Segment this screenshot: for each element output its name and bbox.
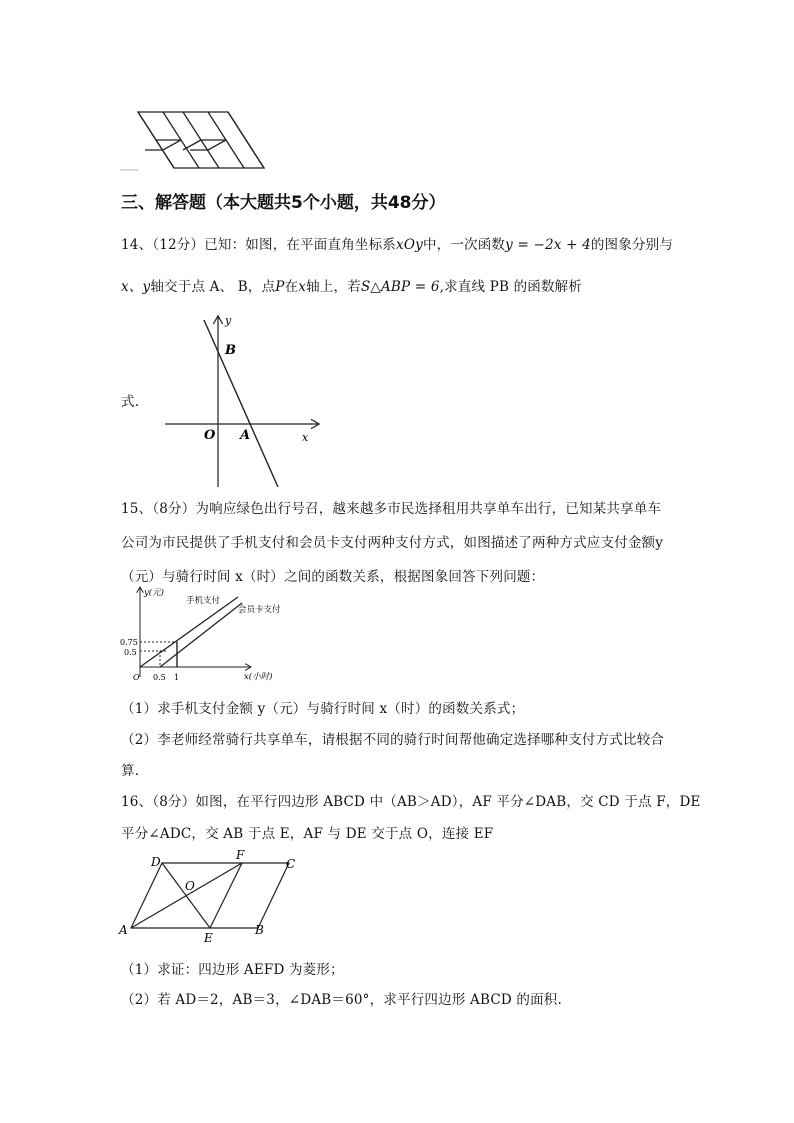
- q14-line2-end: ,求直线 PB 的函数解析: [439, 279, 583, 295]
- q15-x-label: x(小时): [244, 672, 273, 682]
- q15-line-phone: [140, 597, 238, 667]
- q14-line1: [121, 233, 673, 253]
- q14-label-B: B: [225, 343, 236, 358]
- q14-line2-start: x、y: [121, 279, 151, 295]
- q15-part2-b: 算.: [121, 763, 140, 779]
- q16-parallelogram-figure: [115, 846, 305, 946]
- q16-label-E: E: [204, 931, 213, 945]
- q16-part1: （1）求证：四边形 AEFD 为菱形；: [121, 962, 344, 978]
- q14-coord-sys: xOy: [396, 237, 423, 253]
- q14-line3: 式.: [121, 394, 140, 410]
- q14-label-A: A: [240, 428, 251, 443]
- q15-series-card: 会员卡支付: [238, 605, 281, 615]
- q14-point-p: P: [275, 279, 285, 295]
- q14-label-y: y: [225, 314, 232, 327]
- q16-label-F: F: [236, 848, 245, 862]
- q16-label-A: A: [119, 923, 128, 937]
- q15-line3: （元）与骑行时间 x（时）之间的函数关系，根据图象回答下列问题：: [121, 569, 545, 585]
- q14-mid1: 中，一次函数: [422, 237, 506, 253]
- q15-series-phone: 手机支付: [186, 596, 221, 606]
- q15-tick-075: 0.75: [120, 638, 138, 647]
- q14-coordinate-figure: [160, 312, 330, 492]
- q15-tick-05: 0.5: [124, 648, 137, 657]
- q15-tick-x1: 1: [174, 673, 180, 682]
- q14-line-ab: [204, 320, 278, 487]
- section-heading: 三、解答题（本大题共5个小题，共48分）: [121, 193, 446, 213]
- q14-prefix: 14、（12分）已知：如图，在平面直角坐标系: [121, 237, 397, 253]
- q14-line2-c: 轴上，若: [306, 279, 361, 295]
- q15-payment-graph: [120, 585, 290, 690]
- q14-line2-a: 轴交于点 A、 B，点: [150, 279, 276, 295]
- q15-tick-x05: 0.5: [153, 673, 166, 682]
- q14-func: y = −2x + 4: [505, 237, 591, 253]
- q16-segment-DE: [162, 863, 210, 928]
- q14-axis-x: x: [298, 279, 307, 295]
- q16-label-B: B: [255, 923, 264, 937]
- q16-label-C: C: [286, 857, 296, 871]
- q14-mid2: 的图象分别与: [590, 237, 674, 253]
- q15-y-label: y(元): [144, 588, 164, 598]
- q16-line2: 平分∠ADC，交 AB 于点 E，AF 与 DE 交于点 O，连接 EF: [121, 826, 494, 842]
- q14-label-x: x: [302, 431, 309, 444]
- q15-line-card: [160, 603, 242, 667]
- q15-tick-O: O: [133, 673, 140, 682]
- q16-label-D: D: [151, 855, 161, 869]
- q16-parallelogram: [131, 863, 289, 928]
- q15-part2-a: （2）李老师经常骑行共享单车，请根据不同的骑行时间帮他确定选择哪种支付方式比较合: [121, 732, 665, 748]
- q14-line2: [121, 275, 582, 295]
- q16-label-O: O: [185, 879, 195, 893]
- q14-label-O: O: [204, 428, 216, 443]
- q14-area: S△ABP = 6: [360, 279, 440, 295]
- q16-line1: 16、（8分）如图，在平行四边形 ABCD 中（AB＞AD），AF 平分∠DAB，交 CD 于点 F，DE: [121, 794, 701, 810]
- q15-line2: 公司为市民提供了手机支付和会员卡支付两种支付方式，如图描述了两种方式应支付金额y: [121, 535, 664, 551]
- q15-line1: 15、（8分）为响应绿色出行号召，越来越多市民选择租用共享单车出行，已知某共享单车: [121, 501, 662, 517]
- q15-part1: （1）求手机支付金额 y（元）与骑行时间 x（时）的函数关系式；: [121, 701, 525, 717]
- tiling-figure: [118, 104, 270, 174]
- q16-part2: （2）若 AD＝2，AB＝3，∠DAB＝60°，求平行四边形 ABCD 的面积.: [121, 992, 562, 1008]
- q14-line2-b: 在: [284, 279, 299, 295]
